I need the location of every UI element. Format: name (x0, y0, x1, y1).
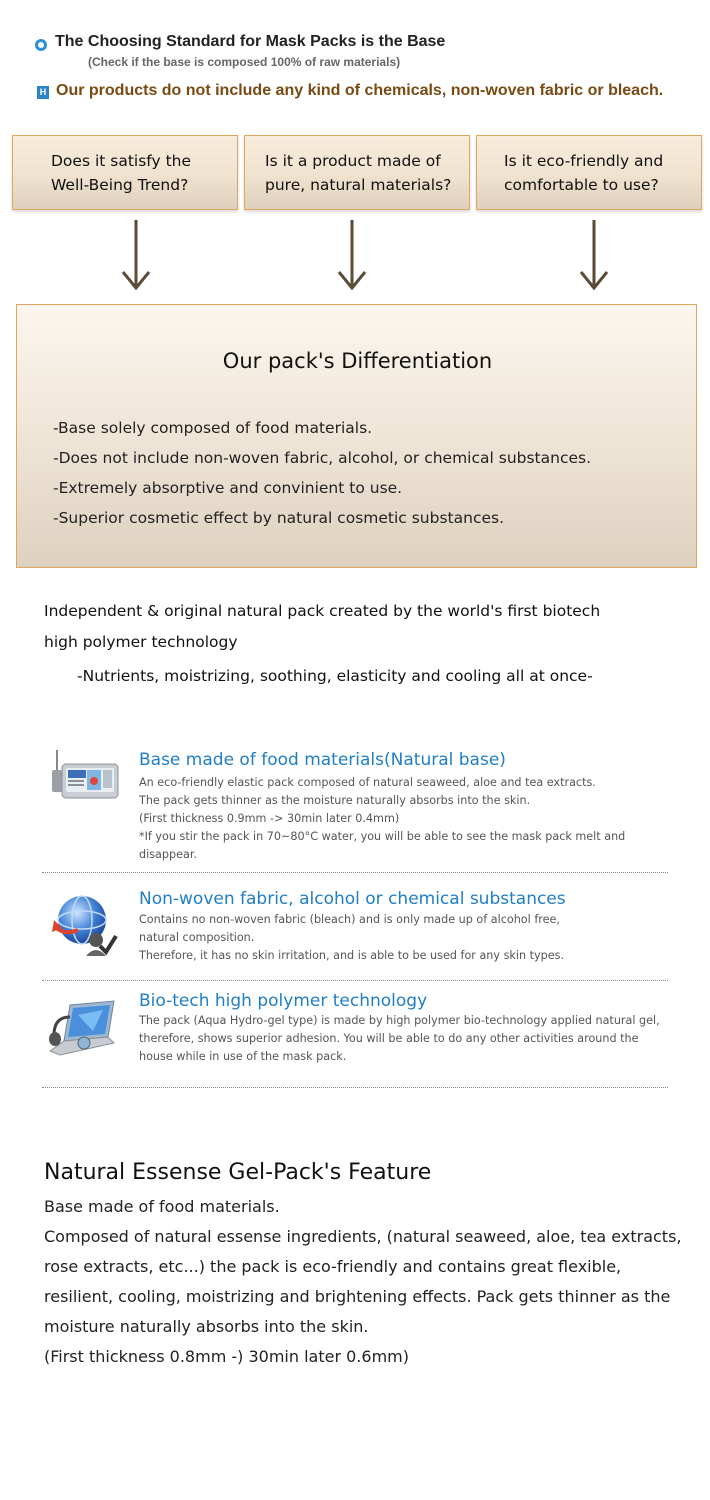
list-item: -Extremely absorptive and convinient to use. (53, 479, 403, 497)
body-line: Base made of food materials. (44, 1197, 280, 1216)
down-arrow-icon (337, 220, 367, 292)
feature-line: (First thickness 0.9mm -> 30min later 0.4mm) (139, 812, 400, 825)
feature-title: Non-woven fabric, alcohol or chemical substances (139, 889, 566, 909)
feature-title: Bio-tech high polymer technology (139, 991, 428, 1011)
globe-check-icon (50, 890, 120, 960)
body-line: (First thickness 0.8mm -) 30min later 0.6mm) (44, 1347, 409, 1366)
divider (42, 872, 668, 873)
down-arrow-icon (579, 220, 609, 292)
device-icon (50, 748, 120, 818)
product-note: Our products do not include any kind of chemicals, non-woven fabric or bleach. (56, 82, 664, 99)
body-line: Composed of natural essense ingredients, (natural seaweed, aloe, tea extracts, (44, 1227, 682, 1246)
intro-text (44, 596, 664, 658)
laptop-headset-icon (48, 995, 118, 1065)
feature-text (139, 774, 625, 864)
feature-title: Base made of food materials(Natural base) (139, 750, 506, 770)
question-text: Is it a product made of pure, natural materials? (265, 151, 452, 194)
feature-text (139, 911, 564, 965)
question-box-natural (244, 135, 470, 210)
body-line: rose extracts, etc...) the pack is eco-friendly and contains great flexible, (44, 1257, 622, 1276)
feature-line: disappear. (139, 848, 197, 861)
list-item: -Superior cosmetic effect by natural cosmetic substances. (53, 509, 505, 527)
question-text: Is it eco-friendly and comfortable to use? (504, 151, 664, 194)
h-square-icon: H (37, 86, 49, 99)
intro-tagline: -Nutrients, moistrizing, soothing, elasticity and cooling all at once- (77, 667, 593, 685)
divider (42, 980, 668, 981)
feature-section-body (44, 1192, 694, 1372)
feature-line: An eco-friendly elastic pack composed of natural seaweed, aloe and tea extracts. (139, 776, 596, 789)
question-box-wellbeing (12, 135, 238, 210)
feature-line: The pack (Aqua Hydro-gel type) is made by high polymer bio-technology applied natural gel, (139, 1014, 660, 1027)
question-text: Does it satisfy the Well-Being Trend? (51, 151, 192, 194)
feature-line: Therefore, it has no skin irritation, and is able to be used for any skin types. (139, 949, 565, 962)
divider (42, 1087, 668, 1088)
intro-line: high polymer technology (44, 633, 238, 651)
feature-line: natural composition. (139, 931, 255, 944)
body-line: moisture naturally absorbs into the skin. (44, 1317, 369, 1336)
differentiation-box (16, 304, 697, 568)
body-line: resilient, cooling, moistrizing and brightening effects. Pack gets thinner as the (44, 1287, 671, 1306)
feature-line: *If you stir the pack in 70~80°C water, you will be able to see the mask pack melt and (139, 830, 626, 843)
list-item: -Base solely composed of food materials. (53, 419, 373, 437)
intro-line: Independent & original natural pack created by the world's first biotech (44, 602, 601, 620)
feature-line: The pack gets thinner as the moisture naturally absorbs into the skin. (139, 794, 531, 807)
differentiation-title: Our pack's Differentiation (222, 349, 493, 373)
feature-line: therefore, shows superior adhesion. You will be able to do any other activities around the (139, 1032, 639, 1045)
question-box-eco (476, 135, 702, 210)
page-subtitle: (Check if the base is composed 100% of raw materials) (88, 55, 401, 69)
feature-line: Contains no non-woven fabric (bleach) and is only made up of alcohol free, (139, 913, 560, 926)
feature-section-title: Natural Essense Gel-Pack's Feature (44, 1160, 432, 1185)
list-item: -Does not include non-woven fabric, alcohol, or chemical substances. (53, 449, 592, 467)
bullet-circle-icon (35, 39, 47, 51)
down-arrow-icon (121, 220, 151, 292)
feature-line: house while in use of the mask pack. (139, 1050, 347, 1063)
differentiation-list (53, 413, 591, 533)
feature-text (139, 1012, 660, 1066)
page-title: The Choosing Standard for Mask Packs is the Base (55, 33, 446, 50)
